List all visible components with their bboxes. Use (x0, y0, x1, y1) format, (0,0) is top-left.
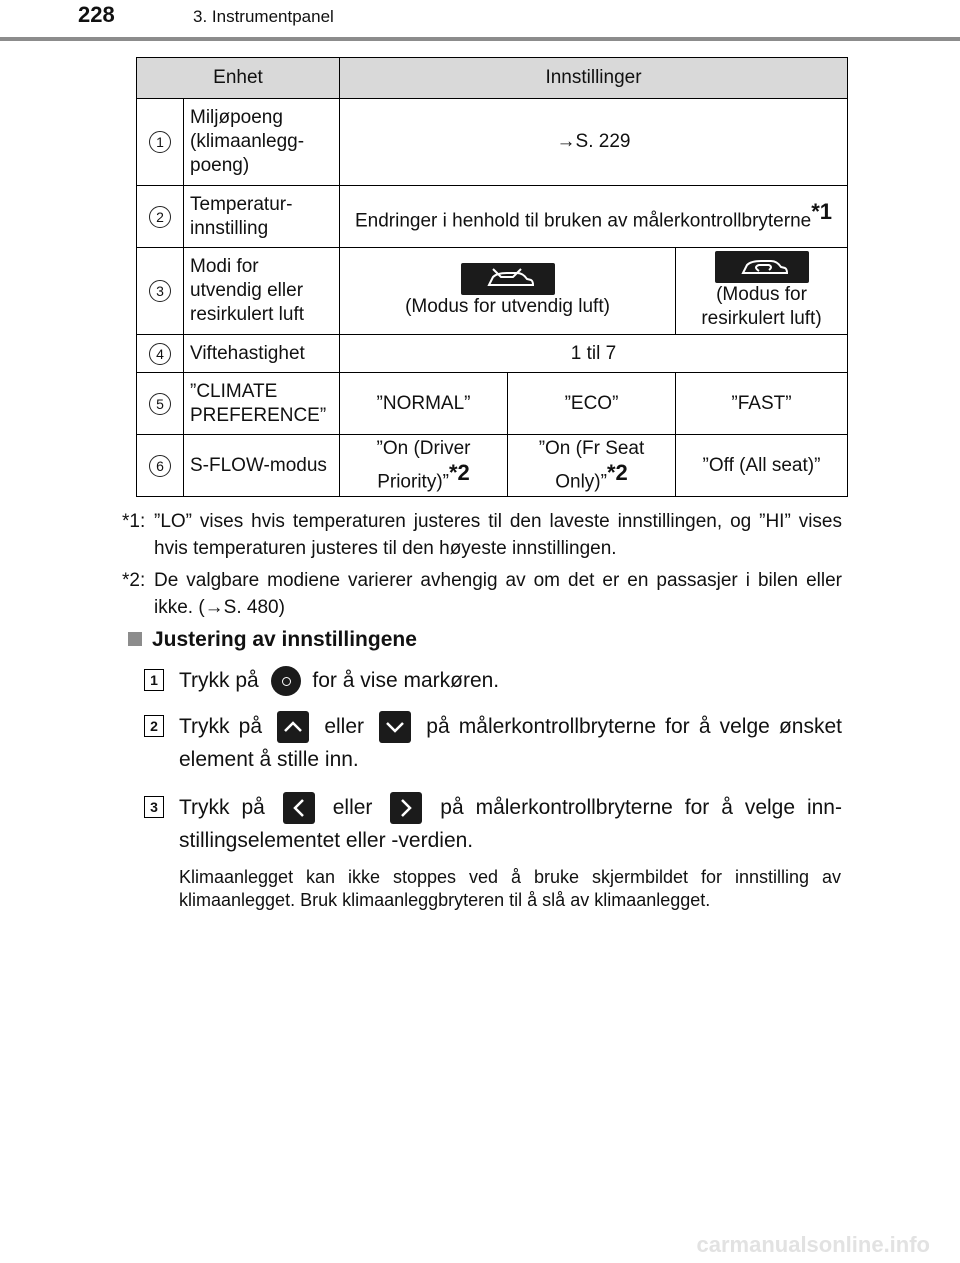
chevron-right-icon (390, 792, 422, 824)
option-cell (340, 248, 676, 335)
table-header-row (137, 58, 848, 99)
col-settings-header: Innstillinger (340, 58, 848, 99)
option-cell (676, 248, 848, 335)
table-row (137, 248, 848, 335)
step-3 (144, 791, 842, 857)
step-text: Trykk på (179, 796, 265, 819)
step-number: 3 (144, 796, 164, 818)
page-header (0, 0, 960, 40)
step-1 (144, 664, 842, 697)
settings-table (136, 57, 848, 497)
table-row (137, 335, 848, 373)
step-number: 2 (144, 715, 164, 737)
watermark: carmanualsonline.info (696, 1232, 930, 1257)
step-text: eller (324, 715, 365, 738)
row-number: 1 (149, 131, 171, 153)
option-cell: ”Off (All seat)” (676, 435, 848, 497)
option-cell (340, 435, 508, 497)
table-row (137, 435, 848, 497)
table-row (137, 373, 848, 435)
unit-cell: ”CLIMATE PREFERENCE” (184, 373, 340, 435)
step-text: Trykk på (179, 669, 259, 692)
option-label: (Modus for utvendig luft) (405, 296, 610, 317)
value-cell: →S. 229 (340, 99, 848, 186)
header-divider (0, 37, 960, 41)
footnote-marker: *2: (122, 570, 146, 591)
recirculate-air-icon (715, 251, 809, 283)
row-number: 2 (149, 206, 171, 228)
option-cell: ”NORMAL” (340, 373, 508, 435)
table-row (137, 186, 848, 248)
option-cell: ”FAST” (676, 373, 848, 435)
step-text: på målerkontrollbryterne for å velge inn-stillingselementet eller -verdien. (179, 796, 842, 853)
unit-cell: Modi for utvendig eller resirkulert luft (184, 248, 340, 335)
row-number: 6 (149, 455, 171, 477)
page-number: 228 (78, 2, 115, 27)
option-label: ”On (Fr Seat Only)” (538, 438, 645, 493)
footnote-ref: *1 (811, 198, 833, 224)
chevron-down-icon (379, 711, 411, 743)
value-text: Endringer i henhold til bruken av målerkontrollbryterne (354, 210, 812, 232)
option-cell (508, 435, 676, 497)
row-number: 4 (149, 343, 171, 365)
footnote-ref: *2 (606, 460, 628, 485)
step-text: på målerkontrollbryterne for å velge ønsket element å stille inn. (179, 715, 842, 772)
square-bullet-icon (128, 632, 142, 646)
step-text: Trykk på (179, 715, 263, 738)
option-label: ”On (Driver Priority)” (376, 438, 471, 493)
chevron-left-icon (283, 792, 315, 824)
chapter-title: 3. Instrumentpanel (193, 7, 334, 26)
option-label: (Modus for resirkulert luft) (701, 284, 822, 329)
option-cell: ”ECO” (508, 373, 676, 435)
footnote-marker: *1: (122, 511, 146, 532)
fine-print: Klimaanlegget kan ikke stoppes ved å bruke skjermbildet for innstilling av klimaanlegget. Bruk klimaanleggbryteren til å slå av klimaanlegget. (179, 867, 841, 910)
step-text: for å vise markøren. (312, 669, 500, 692)
step-text: eller (332, 796, 373, 819)
step-2 (144, 710, 842, 776)
footnote-text: De valgbare modiene varierer avhengig av om det er en passasjer i bilen eller ikke. (→S. 480) (154, 570, 842, 618)
footnote-2 (122, 567, 842, 621)
value-cell: 1 til 7 (340, 335, 848, 373)
step-number: 1 (144, 669, 164, 691)
section-title: Justering av innstillingene (152, 628, 417, 651)
row-number: 5 (149, 393, 171, 415)
footnote-1 (122, 508, 842, 562)
chevron-up-icon (277, 711, 309, 743)
unit-cell: Temperatur-innstilling (184, 186, 340, 248)
unit-cell: S-FLOW-modus (184, 435, 340, 497)
ok-button-icon (271, 666, 301, 696)
footnote-text: ”LO” vises hvis temperaturen justeres til den laveste innstillingen, og ”HI” vises hvis temperaturen justeres til den høyeste innstillingen. (154, 511, 842, 559)
unit-cell: Viftehastighet (184, 335, 340, 373)
section-heading (128, 628, 417, 652)
footnote-ref: *2 (448, 460, 470, 485)
col-unit-header: Enhet (137, 58, 340, 99)
value-cell (340, 186, 848, 248)
outside-air-icon (461, 263, 555, 295)
table-row (137, 99, 848, 186)
unit-cell: Miljøpoeng (klimaanlegg-poeng) (184, 99, 340, 186)
row-number: 3 (149, 280, 171, 302)
